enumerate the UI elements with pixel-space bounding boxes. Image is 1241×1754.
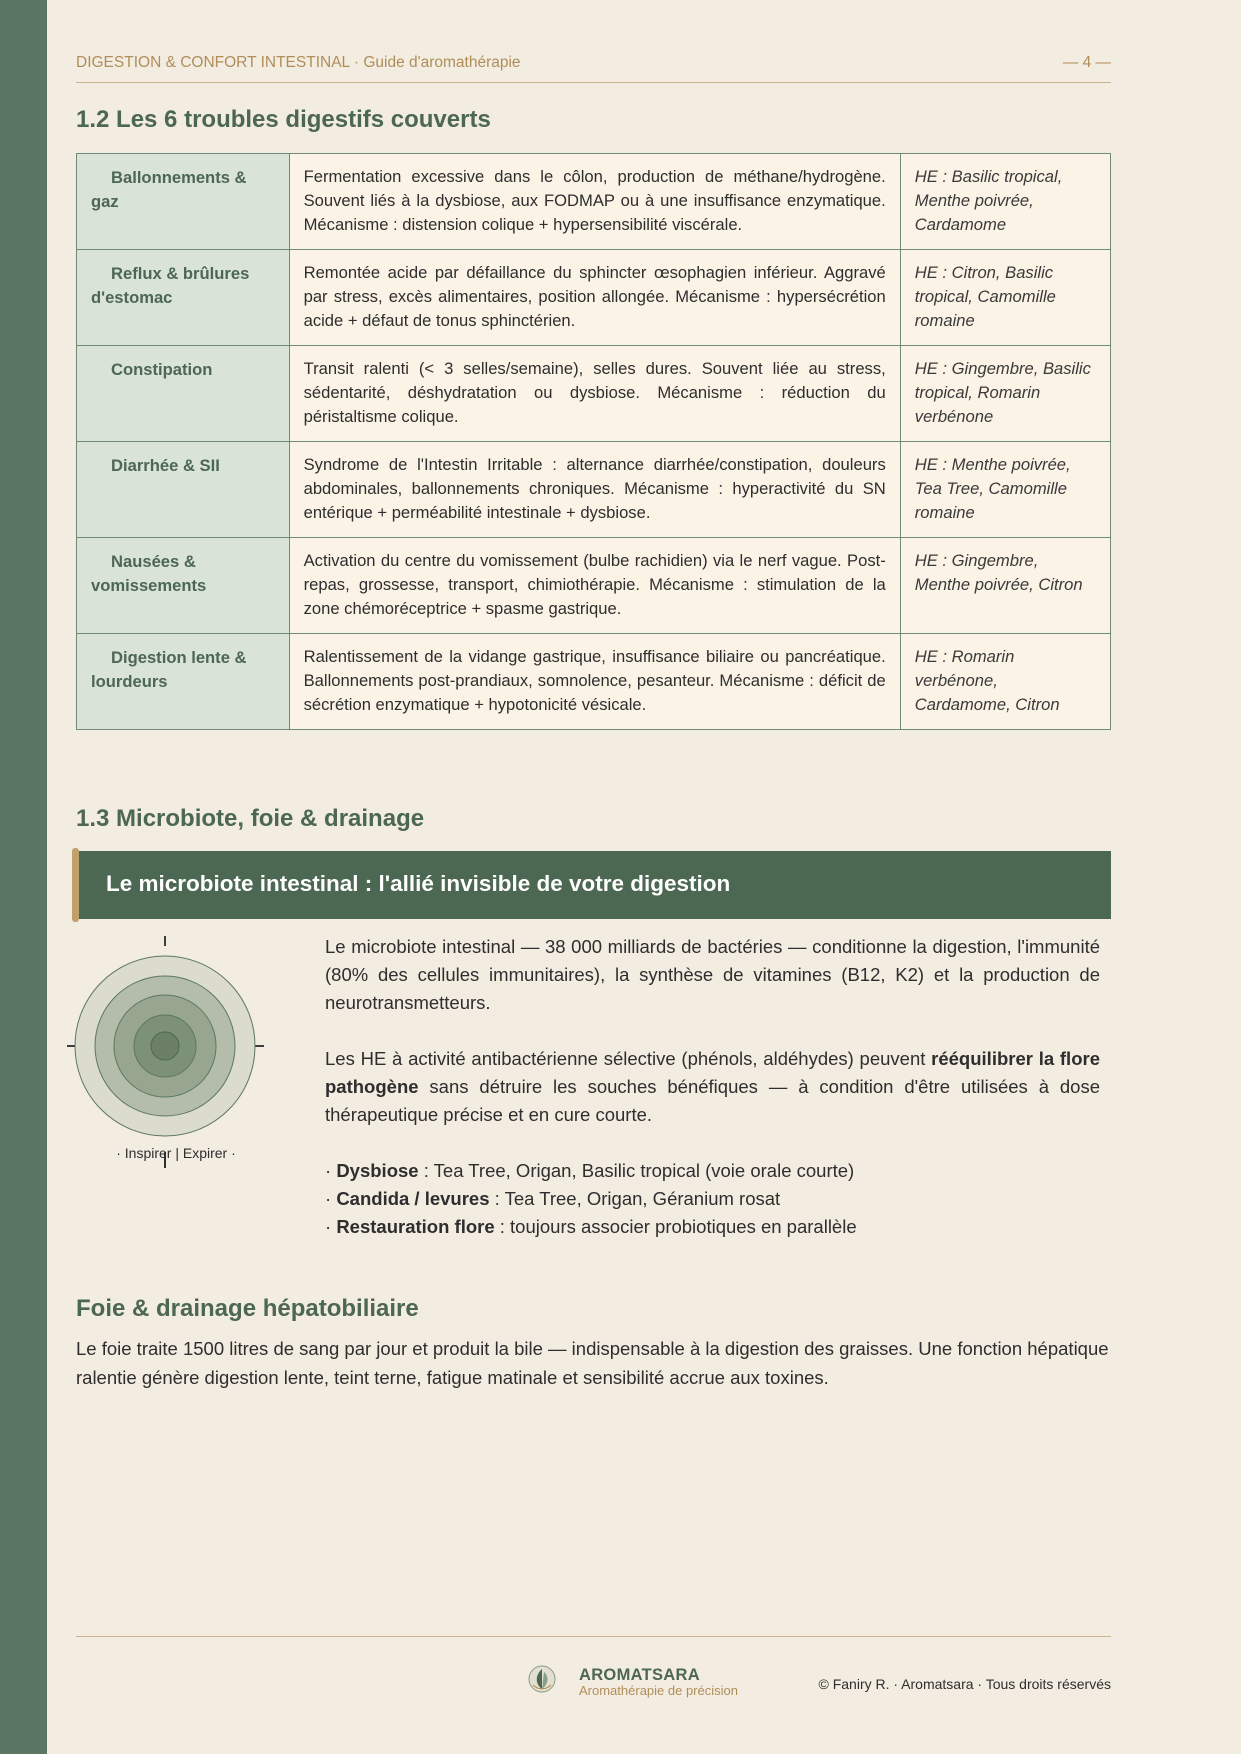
trouble-name: Constipation	[77, 346, 290, 442]
trouble-essential-oils: HE : Romarin verbénone, Cardamome, Citron	[900, 634, 1110, 730]
section-title-1-3: 1.3 Microbiote, foie & drainage	[76, 805, 425, 832]
aromatsara-logo-icon	[527, 1664, 557, 1694]
trouble-name: Digestion lente & lourdeurs	[77, 634, 290, 730]
microbiote-text	[325, 933, 1100, 1241]
trouble-description: Fermentation excessive dans le côlon, production de méthane/hydrogène. Souvent liés à la dysbiose, aux FODMAP ou à une insuffisance enzymatique. Mécanisme : distension colique + hypersensibilité viscérale.	[289, 154, 900, 250]
table-row	[77, 154, 1111, 250]
trouble-essential-oils: HE : Gingembre, Basilic tropical, Romarin verbénone	[900, 346, 1110, 442]
breathing-rings-icon	[64, 930, 286, 1170]
paragraph-bold-text: rééquilibrer la flore pathogène	[325, 1048, 1100, 1097]
callout-accent-bar	[72, 848, 79, 922]
table-row	[77, 538, 1111, 634]
liver-paragraph: Le foie traite 1500 litres de sang par jour et produit la bile — indispensable à la digestion des graisses. Une fonction hépatique ralentie génère digestion lente, teint terne, fatigue matinale et sensibilité accrue aux toxines.	[76, 1338, 1109, 1388]
trouble-name: Ballonnements & gaz	[77, 154, 290, 250]
list-bullet: ·	[325, 1160, 337, 1181]
list-item-term: Dysbiose	[336, 1160, 419, 1181]
trouble-essential-oils: HE : Basilic tropical, Menthe poivrée, Cardamome	[900, 154, 1110, 250]
trouble-description: Syndrome de l'Intestin Irritable : alternance diarrhée/constipation, douleurs abdominales, ballonnements chroniques. Mécanisme : hyperactivité du SN entérique + perméabilité intestinale + dysbiose.	[289, 442, 900, 538]
troubles-table	[76, 153, 1111, 730]
liver-heading: Foie & drainage hépatobiliaire	[76, 1295, 419, 1322]
trouble-essential-oils: HE : Menthe poivrée, Tea Tree, Camomille romaine	[900, 442, 1110, 538]
trouble-description: Ralentissement de la vidange gastrique, insuffisance biliaire ou pancréatique. Ballonnements post-prandiaux, somnolence, pesanteur. Mécanisme : déficit de sécrétion enzymatique + hypotonicité vésicale.	[289, 634, 900, 730]
list-item-text: : Tea Tree, Origan, Géranium rosat	[489, 1188, 781, 1209]
footer-divider	[76, 1636, 1111, 1637]
table-row	[77, 442, 1111, 538]
callout-title: Le microbiote intestinal : l'allié invisible de votre digestion	[106, 871, 731, 896]
list-item-text: : toujours associer probiotiques en parallèle	[494, 1216, 857, 1237]
section-title-1-2: 1.2 Les 6 troubles digestifs couverts	[76, 106, 491, 133]
footer-copyright: © Faniry R. · Aromatsara · Tous droits réservés	[818, 1676, 1111, 1692]
trouble-description: Activation du centre du vomissement (bulbe rachidien) via le nerf vague. Post-repas, grossesse, transport, chimiothérapie. Mécanisme : stimulation de la zone chémoréceptrice + spasme gastrique.	[289, 538, 900, 634]
microbiote-paragraph-1: Le microbiote intestinal — 38 000 milliards de bactéries — conditionne la digestion, l'immunité (80% des cellules immunitaires), la synthèse de vitamines (B12, K2) et la production de neurotransmetteurs.	[325, 936, 1100, 1013]
list-item	[325, 1157, 1100, 1185]
document-page	[76, 0, 1111, 1754]
list-item	[325, 1185, 1100, 1213]
breath-label: · Inspirer | Expirer ·	[116, 1145, 236, 1161]
list-item	[325, 1213, 1100, 1241]
paragraph-text: sans détruire les souches bénéfiques — à condition d'être utilisées à dose thérapeutique précise et en cure courte.	[325, 1076, 1100, 1125]
microbiote-paragraph-2	[325, 1045, 1100, 1129]
list-item-term: Candida / levures	[336, 1188, 490, 1209]
trouble-name: Reflux & brûlures d'estomac	[77, 250, 290, 346]
callout-banner	[76, 851, 1111, 919]
trouble-name: Diarrhée & SII	[77, 442, 290, 538]
left-sidebar-band	[0, 0, 47, 1754]
trouble-name: Nausées & vomissements	[77, 538, 290, 634]
table-row	[77, 346, 1111, 442]
running-header-title: DIGESTION & CONFORT INTESTINAL · Guide d'aromathérapie	[76, 54, 521, 71]
footer-tagline: Aromathérapie de précision	[579, 1683, 738, 1698]
paragraph-text: Les HE à activité antibactérienne sélective (phénols, aldéhydes) peuvent	[325, 1048, 932, 1069]
list-bullet: ·	[325, 1216, 337, 1237]
trouble-description: Transit ralenti (< 3 selles/semaine), selles dures. Souvent liée au stress, sédentarité, déshydratation ou dysbiose. Mécanisme : réduction du péristaltisme colique.	[289, 346, 900, 442]
page-number: — 4 —	[1062, 54, 1111, 71]
trouble-essential-oils: HE : Citron, Basilic tropical, Camomille romaine	[900, 250, 1110, 346]
list-bullet: ·	[325, 1188, 337, 1209]
trouble-essential-oils: HE : Gingembre, Menthe poivrée, Citron	[900, 538, 1110, 634]
trouble-description: Remontée acide par défaillance du sphincter œsophagien inférieur. Aggravé par stress, excès alimentaires, position allongée. Mécanisme : hypersécrétion acide + défaut de tonus sphinctérien.	[289, 250, 900, 346]
table-row	[77, 250, 1111, 346]
running-header	[76, 54, 1111, 83]
table-row	[77, 634, 1111, 730]
list-item-term: Restauration flore	[336, 1216, 495, 1237]
footer-brand: AROMATSARA	[579, 1666, 700, 1684]
list-item-text: : Tea Tree, Origan, Basilic tropical (voie orale courte)	[418, 1160, 855, 1181]
